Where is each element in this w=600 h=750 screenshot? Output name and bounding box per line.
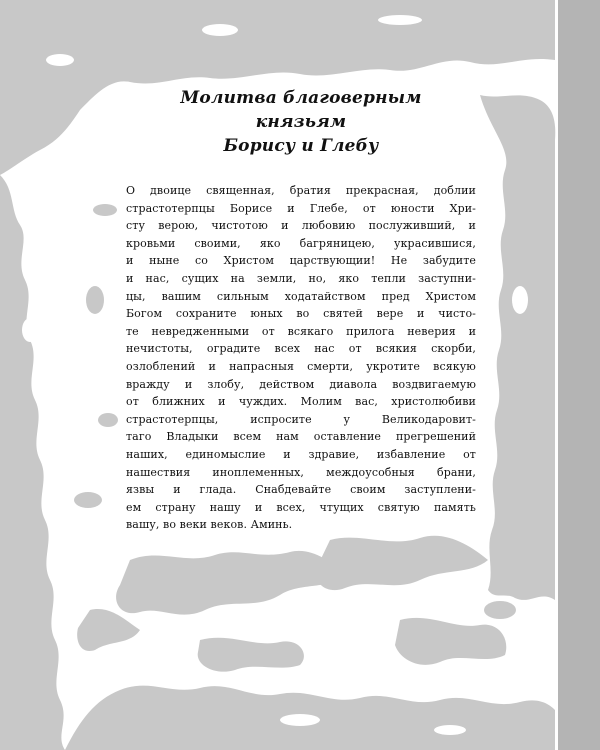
title-line: Молитва благоверным [180, 88, 422, 108]
title-line: князьям [255, 112, 347, 132]
prayer-line: Богом сохраните юных во святей вере и чисто- [126, 307, 476, 321]
prayer-line: О двоице священная, братия прекрасная, доблии [126, 184, 476, 197]
prayer-line: ем страну нашу и всех, чтущих святую память [126, 500, 476, 514]
prayer-line: кровьми своими, яко багряницею, украсившися, [126, 236, 476, 250]
prayer-body [126, 182, 476, 534]
prayer-line: озлоблений и напрасныя смерти, укротите всякую [126, 359, 476, 373]
prayer-text-block [126, 86, 476, 534]
prayer-line: вражду и злобу, действом диавола воздвигаемую [126, 377, 476, 391]
prayer-line: страстотерпцы Борисе и Глебе, от юности Хри- [126, 201, 476, 215]
prayer-line: вашу, во веки веков. Аминь. [126, 518, 293, 532]
prayer-line: сту верою, чистотою и любовию послуживший, и [126, 219, 476, 233]
prayer-line: те невредженными от всякаго прилога неверия и [126, 324, 476, 338]
prayer-line: цы, вашим сильным ходатайством пред Христом [126, 289, 476, 303]
prayer-line: нечистоты, оградите всех нас от всякия скорби, [126, 342, 476, 356]
prayer-line: наших, единомыслие и здравие, избавление от [126, 447, 476, 461]
title-line: Борису и Глебу [223, 136, 379, 156]
prayer-line: от ближних и чуждих. Молим вас, христолюбиви [126, 395, 476, 409]
prayer-line: язвы и глада. Снабдевайте своим заступлени- [126, 483, 476, 497]
right-margin-band [558, 0, 600, 750]
prayer-line: таго Владыки всем нам оставление прегрешений [126, 430, 476, 444]
prayer-line: и нас, сущих на земли, но, яко тепли заступни- [126, 271, 476, 285]
prayer-line: нашествия иноплеменных, междоусобныя брани, [126, 465, 476, 479]
prayer-line: страстотерпцы, испросите у Великодаровит- [126, 412, 476, 426]
prayer-title [126, 86, 476, 158]
prayer-line: и ныне со Христом царствующии! Не забудите [126, 254, 476, 268]
